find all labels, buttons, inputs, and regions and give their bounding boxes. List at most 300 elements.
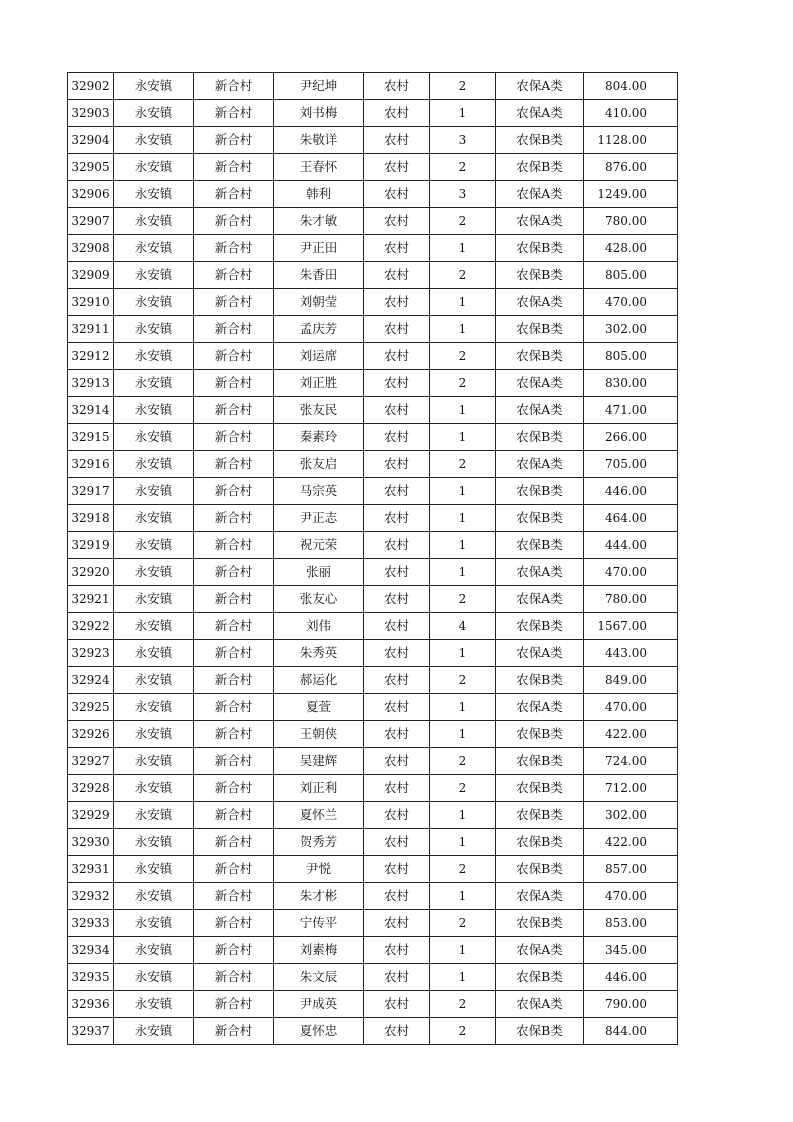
cell-amount: 302.00 [584, 316, 678, 343]
cell-area-type: 农村 [364, 667, 430, 694]
cell-amount: 422.00 [584, 721, 678, 748]
cell-amount: 805.00 [584, 343, 678, 370]
table-row [68, 856, 678, 883]
cell-insurance-type: 农保B类 [496, 721, 584, 748]
cell-insurance-type: 农保A类 [496, 937, 584, 964]
cell-insurance-type: 农保A类 [496, 559, 584, 586]
cell-name: 张友心 [274, 586, 364, 613]
cell-village: 新合村 [194, 748, 274, 775]
cell-insurance-type: 农保A类 [496, 586, 584, 613]
table-row [68, 262, 678, 289]
cell-household-count: 1 [430, 694, 496, 721]
cell-name: 刘朝莹 [274, 289, 364, 316]
cell-insurance-type: 农保B类 [496, 262, 584, 289]
cell-insurance-type: 农保A类 [496, 451, 584, 478]
cell-town: 永安镇 [114, 235, 194, 262]
cell-insurance-type: 农保A类 [496, 289, 584, 316]
cell-record-id: 32926 [68, 721, 114, 748]
cell-amount: 428.00 [584, 235, 678, 262]
cell-town: 永安镇 [114, 613, 194, 640]
cell-village: 新合村 [194, 667, 274, 694]
cell-household-count: 1 [430, 478, 496, 505]
cell-area-type: 农村 [364, 910, 430, 937]
cell-area-type: 农村 [364, 316, 430, 343]
cell-town: 永安镇 [114, 73, 194, 100]
cell-household-count: 1 [430, 424, 496, 451]
cell-village: 新合村 [194, 586, 274, 613]
cell-town: 永安镇 [114, 694, 194, 721]
cell-insurance-type: 农保A类 [496, 100, 584, 127]
cell-household-count: 3 [430, 181, 496, 208]
cell-town: 永安镇 [114, 559, 194, 586]
cell-town: 永安镇 [114, 289, 194, 316]
cell-insurance-type: 农保A类 [496, 883, 584, 910]
cell-town: 永安镇 [114, 451, 194, 478]
cell-amount: 446.00 [584, 478, 678, 505]
cell-insurance-type: 农保B类 [496, 478, 584, 505]
cell-record-id: 32909 [68, 262, 114, 289]
cell-village: 新合村 [194, 424, 274, 451]
cell-household-count: 2 [430, 775, 496, 802]
cell-record-id: 32925 [68, 694, 114, 721]
cell-amount: 266.00 [584, 424, 678, 451]
table-row [68, 370, 678, 397]
cell-area-type: 农村 [364, 883, 430, 910]
cell-record-id: 32922 [68, 613, 114, 640]
cell-town: 永安镇 [114, 181, 194, 208]
cell-household-count: 2 [430, 154, 496, 181]
cell-household-count: 1 [430, 397, 496, 424]
cell-insurance-type: 农保A类 [496, 694, 584, 721]
cell-name: 刘素梅 [274, 937, 364, 964]
cell-record-id: 32916 [68, 451, 114, 478]
table-row [68, 289, 678, 316]
cell-name: 朱香田 [274, 262, 364, 289]
table-row [68, 451, 678, 478]
cell-village: 新合村 [194, 100, 274, 127]
cell-amount: 1128.00 [584, 127, 678, 154]
cell-town: 永安镇 [114, 208, 194, 235]
cell-village: 新合村 [194, 505, 274, 532]
cell-record-id: 32928 [68, 775, 114, 802]
cell-household-count: 1 [430, 316, 496, 343]
cell-name: 王朝侠 [274, 721, 364, 748]
cell-name: 朱文辰 [274, 964, 364, 991]
cell-amount: 780.00 [584, 208, 678, 235]
cell-household-count: 1 [430, 559, 496, 586]
cell-amount: 471.00 [584, 397, 678, 424]
cell-record-id: 32915 [68, 424, 114, 451]
cell-area-type: 农村 [364, 775, 430, 802]
cell-household-count: 2 [430, 370, 496, 397]
cell-name: 夏萱 [274, 694, 364, 721]
cell-village: 新合村 [194, 829, 274, 856]
cell-town: 永安镇 [114, 748, 194, 775]
cell-amount: 470.00 [584, 694, 678, 721]
cell-household-count: 2 [430, 451, 496, 478]
cell-record-id: 32908 [68, 235, 114, 262]
table-row [68, 154, 678, 181]
cell-name: 朱敬详 [274, 127, 364, 154]
cell-name: 刘书梅 [274, 100, 364, 127]
cell-town: 永安镇 [114, 127, 194, 154]
cell-name: 祝元荣 [274, 532, 364, 559]
cell-village: 新合村 [194, 694, 274, 721]
cell-insurance-type: 农保B类 [496, 532, 584, 559]
cell-area-type: 农村 [364, 1018, 430, 1045]
cell-area-type: 农村 [364, 559, 430, 586]
cell-town: 永安镇 [114, 964, 194, 991]
cell-record-id: 32930 [68, 829, 114, 856]
cell-name: 王春怀 [274, 154, 364, 181]
cell-town: 永安镇 [114, 154, 194, 181]
cell-town: 永安镇 [114, 532, 194, 559]
cell-name: 尹正志 [274, 505, 364, 532]
table-row [68, 181, 678, 208]
cell-insurance-type: 农保B类 [496, 316, 584, 343]
cell-village: 新合村 [194, 451, 274, 478]
cell-insurance-type: 农保B类 [496, 127, 584, 154]
cell-town: 永安镇 [114, 586, 194, 613]
cell-amount: 470.00 [584, 289, 678, 316]
table-row [68, 208, 678, 235]
cell-record-id: 32934 [68, 937, 114, 964]
cell-record-id: 32933 [68, 910, 114, 937]
cell-name: 刘正胜 [274, 370, 364, 397]
table-row [68, 694, 678, 721]
cell-insurance-type: 农保A类 [496, 991, 584, 1018]
cell-name: 张友民 [274, 397, 364, 424]
cell-town: 永安镇 [114, 370, 194, 397]
cell-record-id: 32927 [68, 748, 114, 775]
cell-household-count: 1 [430, 640, 496, 667]
cell-insurance-type: 农保B类 [496, 613, 584, 640]
cell-household-count: 1 [430, 235, 496, 262]
cell-insurance-type: 农保A类 [496, 640, 584, 667]
cell-record-id: 32906 [68, 181, 114, 208]
cell-village: 新合村 [194, 640, 274, 667]
cell-area-type: 农村 [364, 937, 430, 964]
cell-insurance-type: 农保B类 [496, 775, 584, 802]
cell-name: 马宗英 [274, 478, 364, 505]
cell-insurance-type: 农保A类 [496, 397, 584, 424]
cell-village: 新合村 [194, 910, 274, 937]
cell-household-count: 1 [430, 883, 496, 910]
cell-amount: 345.00 [584, 937, 678, 964]
cell-record-id: 32917 [68, 478, 114, 505]
cell-household-count: 2 [430, 856, 496, 883]
cell-amount: 857.00 [584, 856, 678, 883]
cell-record-id: 32907 [68, 208, 114, 235]
cell-area-type: 农村 [364, 154, 430, 181]
cell-area-type: 农村 [364, 262, 430, 289]
data-table [67, 72, 678, 1045]
cell-area-type: 农村 [364, 640, 430, 667]
cell-record-id: 32914 [68, 397, 114, 424]
cell-area-type: 农村 [364, 802, 430, 829]
table-row [68, 478, 678, 505]
cell-record-id: 32911 [68, 316, 114, 343]
cell-name: 尹正田 [274, 235, 364, 262]
cell-household-count: 1 [430, 289, 496, 316]
cell-area-type: 农村 [364, 829, 430, 856]
cell-amount: 1249.00 [584, 181, 678, 208]
cell-amount: 790.00 [584, 991, 678, 1018]
cell-record-id: 32918 [68, 505, 114, 532]
table-row [68, 397, 678, 424]
cell-name: 张丽 [274, 559, 364, 586]
cell-town: 永安镇 [114, 640, 194, 667]
cell-village: 新合村 [194, 937, 274, 964]
cell-village: 新合村 [194, 559, 274, 586]
cell-record-id: 32905 [68, 154, 114, 181]
cell-town: 永安镇 [114, 829, 194, 856]
cell-record-id: 32929 [68, 802, 114, 829]
cell-household-count: 1 [430, 937, 496, 964]
cell-name: 张友启 [274, 451, 364, 478]
cell-area-type: 农村 [364, 451, 430, 478]
cell-town: 永安镇 [114, 262, 194, 289]
table-row [68, 775, 678, 802]
cell-name: 吴建辉 [274, 748, 364, 775]
cell-household-count: 2 [430, 343, 496, 370]
cell-area-type: 农村 [364, 478, 430, 505]
cell-name: 尹成英 [274, 991, 364, 1018]
cell-town: 永安镇 [114, 397, 194, 424]
cell-area-type: 农村 [364, 748, 430, 775]
table-row [68, 73, 678, 100]
table-row [68, 316, 678, 343]
cell-area-type: 农村 [364, 694, 430, 721]
cell-record-id: 32913 [68, 370, 114, 397]
cell-amount: 410.00 [584, 100, 678, 127]
cell-household-count: 2 [430, 262, 496, 289]
cell-record-id: 32924 [68, 667, 114, 694]
cell-insurance-type: 农保B类 [496, 154, 584, 181]
cell-household-count: 2 [430, 910, 496, 937]
cell-insurance-type: 农保B类 [496, 1018, 584, 1045]
cell-village: 新合村 [194, 154, 274, 181]
cell-insurance-type: 农保B类 [496, 829, 584, 856]
cell-amount: 705.00 [584, 451, 678, 478]
cell-area-type: 农村 [364, 181, 430, 208]
cell-record-id: 32902 [68, 73, 114, 100]
cell-area-type: 农村 [364, 73, 430, 100]
cell-area-type: 农村 [364, 127, 430, 154]
cell-insurance-type: 农保B类 [496, 964, 584, 991]
cell-village: 新合村 [194, 802, 274, 829]
cell-insurance-type: 农保A类 [496, 181, 584, 208]
cell-record-id: 32919 [68, 532, 114, 559]
cell-amount: 724.00 [584, 748, 678, 775]
cell-area-type: 农村 [364, 505, 430, 532]
cell-record-id: 32904 [68, 127, 114, 154]
cell-amount: 780.00 [584, 586, 678, 613]
cell-area-type: 农村 [364, 343, 430, 370]
cell-village: 新合村 [194, 289, 274, 316]
cell-town: 永安镇 [114, 478, 194, 505]
cell-household-count: 2 [430, 73, 496, 100]
cell-household-count: 2 [430, 667, 496, 694]
cell-insurance-type: 农保B类 [496, 910, 584, 937]
cell-village: 新合村 [194, 343, 274, 370]
cell-area-type: 农村 [364, 424, 430, 451]
cell-record-id: 32903 [68, 100, 114, 127]
cell-area-type: 农村 [364, 964, 430, 991]
cell-amount: 443.00 [584, 640, 678, 667]
table-row [68, 829, 678, 856]
table-row [68, 937, 678, 964]
table-row [68, 559, 678, 586]
cell-household-count: 1 [430, 964, 496, 991]
cell-name: 刘伟 [274, 613, 364, 640]
cell-household-count: 1 [430, 100, 496, 127]
cell-insurance-type: 农保B类 [496, 667, 584, 694]
cell-town: 永安镇 [114, 991, 194, 1018]
cell-record-id: 32935 [68, 964, 114, 991]
cell-amount: 849.00 [584, 667, 678, 694]
cell-household-count: 4 [430, 613, 496, 640]
cell-amount: 422.00 [584, 829, 678, 856]
cell-record-id: 32912 [68, 343, 114, 370]
cell-area-type: 农村 [364, 586, 430, 613]
cell-area-type: 农村 [364, 397, 430, 424]
cell-town: 永安镇 [114, 883, 194, 910]
cell-record-id: 32936 [68, 991, 114, 1018]
table-row [68, 235, 678, 262]
table-row [68, 586, 678, 613]
cell-name: 贺秀芳 [274, 829, 364, 856]
cell-household-count: 2 [430, 748, 496, 775]
cell-area-type: 农村 [364, 370, 430, 397]
cell-village: 新合村 [194, 316, 274, 343]
cell-area-type: 农村 [364, 532, 430, 559]
cell-village: 新合村 [194, 235, 274, 262]
cell-insurance-type: 农保B类 [496, 235, 584, 262]
cell-amount: 844.00 [584, 1018, 678, 1045]
cell-insurance-type: 农保B类 [496, 424, 584, 451]
cell-name: 秦素玲 [274, 424, 364, 451]
cell-village: 新合村 [194, 721, 274, 748]
cell-village: 新合村 [194, 181, 274, 208]
cell-amount: 804.00 [584, 73, 678, 100]
cell-amount: 444.00 [584, 532, 678, 559]
table-row [68, 883, 678, 910]
cell-village: 新合村 [194, 73, 274, 100]
cell-record-id: 32923 [68, 640, 114, 667]
cell-household-count: 1 [430, 829, 496, 856]
cell-town: 永安镇 [114, 802, 194, 829]
cell-insurance-type: 农保B类 [496, 802, 584, 829]
cell-name: 朱秀英 [274, 640, 364, 667]
cell-household-count: 2 [430, 1018, 496, 1045]
cell-town: 永安镇 [114, 667, 194, 694]
cell-household-count: 1 [430, 721, 496, 748]
cell-name: 朱才彬 [274, 883, 364, 910]
cell-village: 新合村 [194, 127, 274, 154]
cell-village: 新合村 [194, 397, 274, 424]
cell-area-type: 农村 [364, 856, 430, 883]
cell-insurance-type: 农保B类 [496, 505, 584, 532]
cell-amount: 830.00 [584, 370, 678, 397]
cell-amount: 446.00 [584, 964, 678, 991]
table-row [68, 100, 678, 127]
cell-town: 永安镇 [114, 316, 194, 343]
table-row [68, 424, 678, 451]
cell-record-id: 32921 [68, 586, 114, 613]
cell-amount: 464.00 [584, 505, 678, 532]
cell-record-id: 32931 [68, 856, 114, 883]
table-row [68, 127, 678, 154]
cell-insurance-type: 农保A类 [496, 73, 584, 100]
cell-town: 永安镇 [114, 100, 194, 127]
cell-household-count: 3 [430, 127, 496, 154]
cell-insurance-type: 农保A类 [496, 370, 584, 397]
cell-record-id: 32920 [68, 559, 114, 586]
cell-insurance-type: 农保B类 [496, 748, 584, 775]
cell-village: 新合村 [194, 1018, 274, 1045]
cell-town: 永安镇 [114, 775, 194, 802]
cell-name: 宁传平 [274, 910, 364, 937]
cell-insurance-type: 农保B类 [496, 343, 584, 370]
cell-name: 尹悦 [274, 856, 364, 883]
table-row [68, 721, 678, 748]
cell-household-count: 2 [430, 208, 496, 235]
cell-town: 永安镇 [114, 343, 194, 370]
cell-area-type: 农村 [364, 613, 430, 640]
cell-town: 永安镇 [114, 424, 194, 451]
cell-name: 尹纪坤 [274, 73, 364, 100]
cell-village: 新合村 [194, 478, 274, 505]
table-row [68, 910, 678, 937]
cell-area-type: 农村 [364, 235, 430, 262]
cell-village: 新合村 [194, 370, 274, 397]
cell-amount: 712.00 [584, 775, 678, 802]
cell-village: 新合村 [194, 262, 274, 289]
cell-town: 永安镇 [114, 910, 194, 937]
cell-name: 郝运化 [274, 667, 364, 694]
cell-amount: 805.00 [584, 262, 678, 289]
cell-village: 新合村 [194, 775, 274, 802]
cell-household-count: 2 [430, 991, 496, 1018]
cell-record-id: 32937 [68, 1018, 114, 1045]
cell-amount: 1567.00 [584, 613, 678, 640]
cell-amount: 470.00 [584, 883, 678, 910]
cell-name: 夏怀忠 [274, 1018, 364, 1045]
cell-amount: 853.00 [584, 910, 678, 937]
cell-insurance-type: 农保B类 [496, 856, 584, 883]
cell-village: 新合村 [194, 991, 274, 1018]
cell-household-count: 1 [430, 532, 496, 559]
table-row [68, 748, 678, 775]
cell-village: 新合村 [194, 532, 274, 559]
cell-village: 新合村 [194, 856, 274, 883]
table-row [68, 505, 678, 532]
cell-town: 永安镇 [114, 721, 194, 748]
table-row [68, 1018, 678, 1045]
cell-name: 刘正利 [274, 775, 364, 802]
cell-household-count: 1 [430, 802, 496, 829]
cell-name: 孟庆芳 [274, 316, 364, 343]
table-row [68, 640, 678, 667]
cell-record-id: 32932 [68, 883, 114, 910]
cell-amount: 470.00 [584, 559, 678, 586]
cell-household-count: 1 [430, 505, 496, 532]
table-row [68, 802, 678, 829]
table-row [68, 991, 678, 1018]
cell-area-type: 农村 [364, 721, 430, 748]
table-body [68, 73, 678, 1045]
